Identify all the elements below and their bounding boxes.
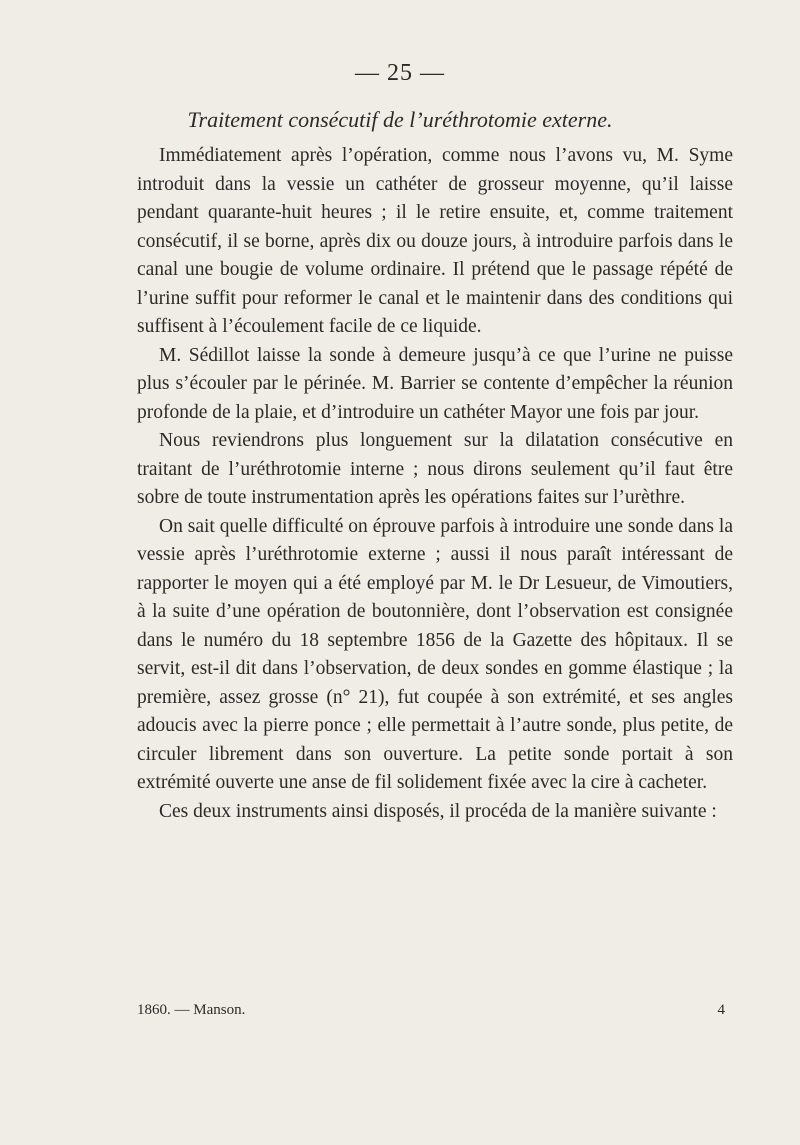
page-number: — 25 — <box>355 60 445 86</box>
section-heading: Traitement consécutif de l’uréthrotomie externe. <box>187 107 613 132</box>
paragraph-2: M. Sédillot laisse la sonde à demeure jusqu’à ce que l’urine ne puisse plus s’écouler par le périnée. M. Barrier se contente d’empêcher la réunion profonde de la plaie, et d’introduire un cathéter Mayor une fois par jour. <box>137 344 733 423</box>
paragraph-1: Immédiatement après l’opération, comme nous l’avons vu, M. Syme introduit dans la vessie un cathéter de grosseur moyenne, qu’il laisse pendant quarante-huit heures ; il le retire ensuite, et, comme traitement consécutif, il se borne, après dix ou douze jours, à introduire parfois dans le canal une bougie de volume ordinaire. Il prétend que le passage répété de l’urine suffit pour reformer le canal et le maintenir dans des conditions qui suffisent à l’écoulement facile de ce liquide. <box>137 145 733 337</box>
signature-mark: 4 <box>717 1002 725 1018</box>
body-text <box>137 142 733 826</box>
page-footer <box>137 1002 733 1019</box>
paragraph-3: Nous reviendrons plus longuement sur la dilatation consécutive en traitant de l’uréthrotomie interne ; nous dirons seulement qu’il faut être sobre de toute instrumentation après les opérations faites sur l’urèthre. <box>137 430 733 508</box>
footer-imprint: 1860. — Manson. <box>137 1002 246 1018</box>
paragraph-4: On sait quelle difficulté on éprouve parfois à introduire une sonde dans la vessie après l’uréthrotomie externe ; aussi il nous paraît intéressant de rapporter le moyen qui a été employé par M. le Dr Lesueur, de Vimoutiers, à la suite d’une opération de boutonnière, dont l’observation est consignée dans le numéro du 18 septembre 1856 de la Gazette des hôpitaux. Il se servit, est-il dit dans l’observation, de deux sondes en gomme élastique ; la première, assez grosse (n° 21), fut coupée à son extrémité, et ses angles adoucis avec la pierre ponce ; elle permettait à l’autre sonde, plus petite, de circuler librement dans son ouverture. La petite sonde portait à son extrémité ouverte une anse de fil solidement fixée avec la cire à cacheter. <box>137 515 733 793</box>
paragraph-5: Ces deux instruments ainsi disposés, il procéda de la manière suivante : <box>159 800 717 822</box>
